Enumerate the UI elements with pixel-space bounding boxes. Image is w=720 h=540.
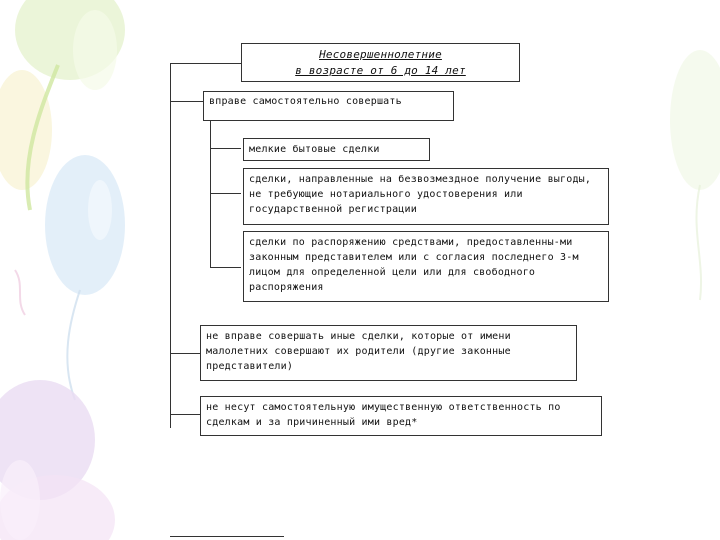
liability-branch-connector	[170, 414, 200, 415]
sub-item-box-2	[243, 168, 609, 225]
title-line-1: Несовершеннолетние	[319, 48, 442, 61]
cannot-branch-connector	[170, 353, 200, 354]
title-connector	[170, 63, 241, 64]
can-branch-box	[203, 91, 454, 121]
can-branch-label: вправе самостоятельно совершать	[209, 96, 402, 107]
main-trunk-line	[170, 63, 171, 428]
sub-item-box-3	[243, 231, 609, 302]
sub-item-text-1: мелкие бытовые сделки	[249, 144, 380, 155]
cannot-branch-box	[200, 325, 577, 381]
sub-item-2-connector	[210, 193, 241, 194]
sub-trunk-line	[210, 121, 211, 268]
liability-branch-label: не несут самостоятельную имущественную ответственность по сделкам и за причиненный ими вред*	[206, 402, 561, 428]
sub-item-3-connector	[210, 267, 241, 268]
liability-branch-box	[200, 396, 602, 436]
can-branch-connector	[170, 101, 203, 102]
sub-item-box-1	[243, 138, 430, 161]
title-line-2: в возрасте от 6 до 14 лет	[295, 64, 466, 77]
balloon-decoration-left	[0, 0, 125, 540]
balloon-decoration-right	[670, 50, 720, 300]
cannot-branch-label: не вправе совершать иные сделки, которые от имени малолетних совершают их родители (другие законные представители)	[206, 331, 511, 372]
footnote-separator	[170, 536, 284, 537]
sub-item-1-connector	[210, 148, 241, 149]
sub-item-text-2: сделки, направленные на безвозмездное получение выгоды, не требующие нотариального удостоверения или государственной регистрации	[249, 174, 592, 215]
sub-item-text-3: сделки по распоряжению средствами, предоставленны-ми законным представителем или с согласия последнего 3-м лицом для определенной цели или для свободного распоряжения	[249, 237, 579, 293]
diagram-title-box	[241, 43, 520, 82]
